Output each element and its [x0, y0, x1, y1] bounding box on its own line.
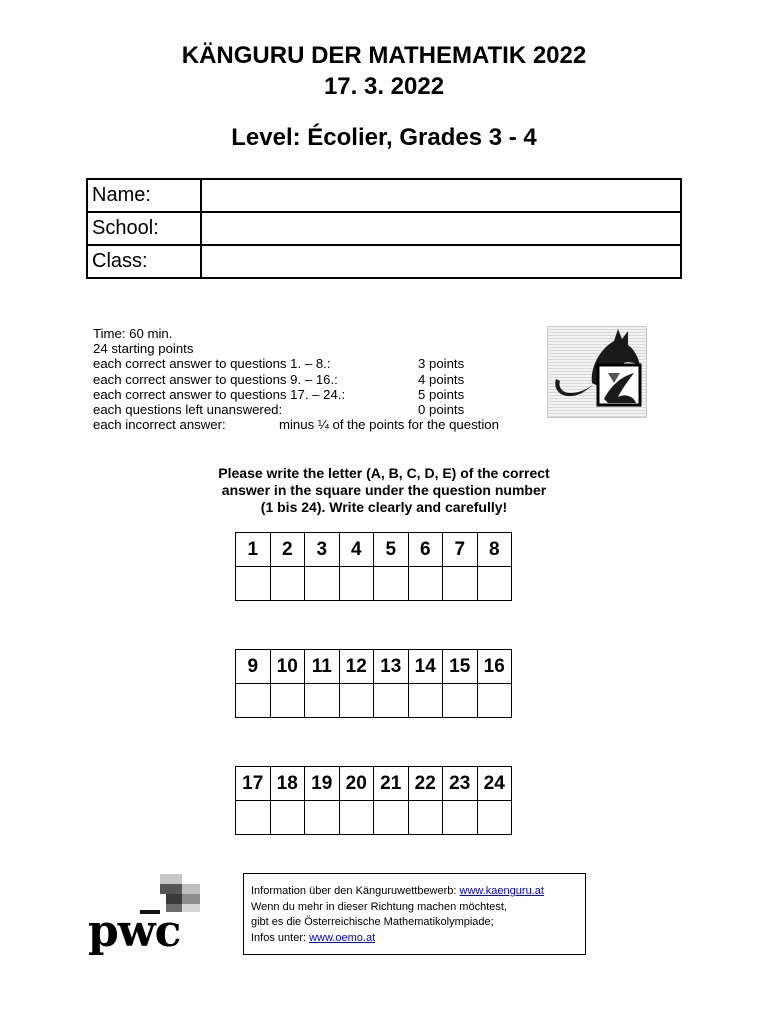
incorrect-rule: [93, 417, 499, 433]
question-number: 13: [374, 650, 409, 684]
rule-points: 0 points: [418, 401, 465, 417]
answer-box[interactable]: [270, 801, 305, 835]
answer-row: [236, 801, 512, 835]
instruction-line: Please write the letter (A, B, C, D, E) of the correct: [218, 465, 550, 481]
oemo-link[interactable]: www.oemo.at: [309, 931, 376, 944]
answer-box[interactable]: [408, 684, 443, 718]
question-number: 20: [339, 767, 374, 801]
question-number: 19: [305, 767, 340, 801]
answer-box[interactable]: [443, 567, 478, 601]
info-text: Information über den Känguruwettbewerb:: [251, 885, 460, 897]
answer-box[interactable]: [236, 801, 271, 835]
answer-box[interactable]: [270, 684, 305, 718]
rule-points: 3 points: [418, 356, 465, 372]
info-line: [251, 884, 585, 900]
starting-points-rule: 24 starting points: [93, 341, 194, 357]
question-number: 4: [339, 533, 374, 567]
question-number-row: [236, 767, 512, 801]
answer-box[interactable]: [374, 684, 409, 718]
answer-grid-1-8: [235, 532, 512, 601]
rule-row: [93, 371, 465, 387]
rule-row: [93, 401, 465, 417]
question-number: 11: [305, 650, 340, 684]
answer-grid-9-16: [235, 649, 512, 718]
student-info-table: [86, 178, 682, 279]
answer-box[interactable]: [339, 684, 374, 718]
instruction-line: answer in the square under the question number: [221, 482, 547, 498]
question-number: 17: [236, 767, 271, 801]
info-text: Infos unter:: [251, 931, 310, 944]
class-field[interactable]: [201, 245, 681, 278]
page-title: KÄNGURU DER MATHEMATIK 2022: [181, 42, 587, 69]
info-line: Wenn du mehr in dieser Richtung machen möchtest,: [251, 900, 507, 913]
question-number: 6: [408, 533, 443, 567]
answer-box[interactable]: [408, 801, 443, 835]
info-line: gibt es die Österreichische Mathematikolympiade;: [251, 916, 494, 928]
pwc-logo-text: pwc: [88, 906, 181, 957]
question-number: 9: [236, 650, 271, 684]
answer-box[interactable]: [339, 567, 374, 601]
question-number: 5: [374, 533, 409, 567]
question-number: 18: [270, 767, 305, 801]
question-number: 24: [477, 767, 512, 801]
info-line: [251, 931, 585, 947]
answer-box[interactable]: [236, 684, 271, 718]
answer-box[interactable]: [443, 684, 478, 718]
answer-box[interactable]: [305, 684, 340, 718]
class-row: [87, 245, 681, 278]
contest-date: 17. 3. 2022: [323, 73, 445, 100]
rule-text: each correct answer to questions 17. – 24.:: [93, 386, 346, 402]
class-label: Class:: [87, 245, 201, 278]
time-rule: Time: 60 min.: [93, 326, 173, 341]
question-number: 2: [270, 533, 305, 567]
kangaroo-logo-icon: [547, 326, 647, 418]
question-number: 21: [374, 767, 409, 801]
rule-text: each correct answer to questions 9. – 16.:: [93, 371, 338, 387]
question-number: 23: [443, 767, 478, 801]
answer-box[interactable]: [270, 567, 305, 601]
answer-box[interactable]: [374, 801, 409, 835]
rule-points: 5 points: [418, 386, 465, 402]
answer-box[interactable]: [443, 801, 478, 835]
info-box: [243, 873, 586, 955]
question-number-row: [236, 533, 512, 567]
answer-box[interactable]: [477, 801, 512, 835]
rule-text: each questions left unanswered:: [93, 401, 283, 417]
answer-box[interactable]: [339, 801, 374, 835]
kangaroo-logo-graphic: [548, 327, 646, 417]
question-number: 3: [305, 533, 340, 567]
question-number: 1: [236, 533, 271, 567]
answer-box[interactable]: [408, 567, 443, 601]
school-field[interactable]: [201, 212, 681, 245]
rule-text: each incorrect answer:: [93, 417, 226, 433]
rule-row: [93, 386, 465, 402]
answer-box[interactable]: [477, 567, 512, 601]
question-number: 7: [443, 533, 478, 567]
question-number: 15: [443, 650, 478, 684]
answer-box[interactable]: [374, 567, 409, 601]
rule-text: each correct answer to questions 1. – 8.:: [93, 356, 331, 372]
question-number-row: [236, 650, 512, 684]
level-heading: Level: Écolier, Grades 3 - 4: [231, 124, 537, 151]
name-label: Name:: [87, 179, 201, 212]
question-number: 8: [477, 533, 512, 567]
school-label: School:: [87, 212, 201, 245]
name-field[interactable]: [201, 179, 681, 212]
answer-box[interactable]: [236, 567, 271, 601]
answer-row: [236, 567, 512, 601]
question-number: 22: [408, 767, 443, 801]
answer-box[interactable]: [305, 801, 340, 835]
question-number: 10: [270, 650, 305, 684]
answer-grid-17-24: [235, 766, 512, 835]
answer-row: [236, 684, 512, 718]
name-row: [87, 179, 681, 212]
instruction-line: (1 bis 24). Write clearly and carefully!: [260, 499, 508, 515]
rule-points: minus ¼ of the points for the question: [279, 417, 499, 433]
school-row: [87, 212, 681, 245]
rule-row: [93, 356, 465, 372]
answer-box[interactable]: [305, 567, 340, 601]
question-number: 14: [408, 650, 443, 684]
answer-box[interactable]: [477, 684, 512, 718]
question-number: 16: [477, 650, 512, 684]
scoring-rules: [93, 326, 499, 433]
rule-points: 4 points: [418, 371, 465, 387]
answer-instructions: [0, 465, 768, 516]
kaenguru-link[interactable]: www.kaenguru.at: [459, 885, 544, 897]
question-number: 12: [339, 650, 374, 684]
